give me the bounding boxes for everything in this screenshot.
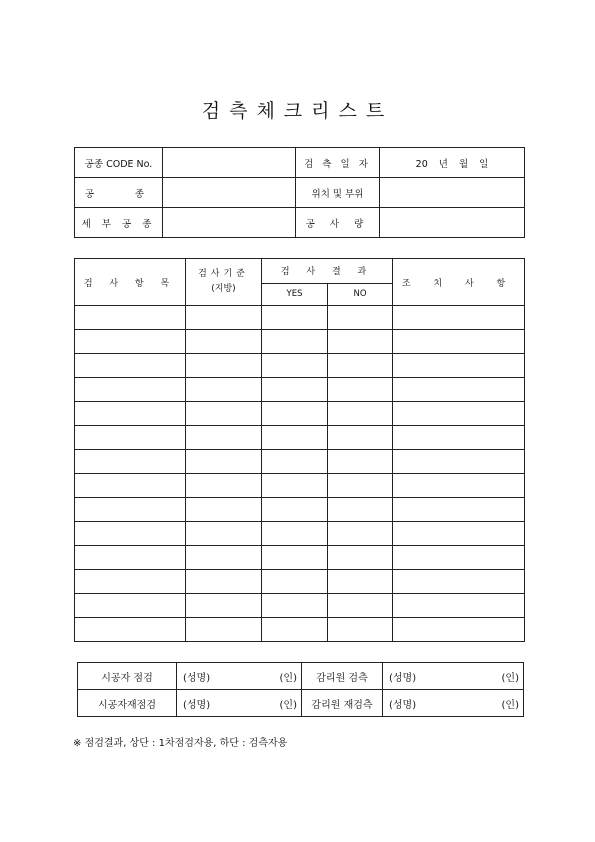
checklist-row — [75, 570, 525, 594]
checklist-row — [75, 474, 525, 498]
action-cell[interactable] — [393, 618, 525, 642]
work-code-label: 공종 CODE No. — [75, 148, 163, 178]
header-inspection-result: 검 사 결 과 — [262, 259, 393, 284]
item-cell[interactable] — [75, 306, 186, 330]
contractor-check-sign[interactable] — [177, 663, 302, 690]
item-cell[interactable] — [75, 546, 186, 570]
location-label: 위치 및 부위 — [296, 178, 380, 208]
checklist-row — [75, 618, 525, 642]
yes-cell[interactable] — [262, 522, 328, 546]
criteria-cell[interactable] — [186, 498, 262, 522]
action-cell[interactable] — [393, 498, 525, 522]
no-cell[interactable] — [328, 330, 393, 354]
action-cell[interactable] — [393, 426, 525, 450]
checklist-table — [74, 258, 525, 642]
yes-cell[interactable] — [262, 594, 328, 618]
supervisor-reinspection-sign[interactable] — [383, 690, 524, 717]
item-cell[interactable] — [75, 354, 186, 378]
seal-label: (인) — [279, 699, 297, 711]
yes-cell[interactable] — [262, 618, 328, 642]
inspection-date-value[interactable]: 20 년 월 일 — [380, 148, 525, 178]
name-label: (성명) — [389, 699, 417, 711]
yes-cell[interactable] — [262, 546, 328, 570]
yes-cell[interactable] — [262, 306, 328, 330]
criteria-cell[interactable] — [186, 402, 262, 426]
yes-cell[interactable] — [262, 330, 328, 354]
item-cell[interactable] — [75, 426, 186, 450]
yes-cell[interactable] — [262, 498, 328, 522]
item-cell[interactable] — [75, 378, 186, 402]
action-cell[interactable] — [393, 330, 525, 354]
no-cell[interactable] — [328, 450, 393, 474]
header-action: 조 치 사 항 — [393, 259, 525, 306]
header-yes: YES — [262, 283, 328, 305]
no-cell[interactable] — [328, 570, 393, 594]
detail-work-type-value[interactable] — [163, 208, 296, 238]
item-cell[interactable] — [75, 498, 186, 522]
supervisor-inspection-sign[interactable] — [383, 663, 524, 690]
no-cell[interactable] — [328, 474, 393, 498]
signature-table — [77, 662, 524, 717]
info-table — [74, 147, 525, 238]
criteria-cell[interactable] — [186, 546, 262, 570]
seal-label: (인) — [501, 672, 519, 684]
item-cell[interactable] — [75, 594, 186, 618]
checklist-row — [75, 402, 525, 426]
header-criteria-sub: (지방) — [211, 284, 236, 294]
work-type-label: 공 종 — [75, 178, 163, 208]
action-cell[interactable] — [393, 474, 525, 498]
checklist-row — [75, 426, 525, 450]
action-cell[interactable] — [393, 570, 525, 594]
checklist-body — [75, 306, 525, 642]
criteria-cell[interactable] — [186, 570, 262, 594]
no-cell[interactable] — [328, 402, 393, 426]
no-cell[interactable] — [328, 594, 393, 618]
checklist-row — [75, 450, 525, 474]
action-cell[interactable] — [393, 306, 525, 330]
criteria-cell[interactable] — [186, 450, 262, 474]
checklist-row — [75, 498, 525, 522]
quantity-value[interactable] — [380, 208, 525, 238]
seal-label: (인) — [501, 699, 519, 711]
supervisor-reinspection-label: 감리원 재검측 — [302, 690, 383, 717]
header-row — [75, 259, 525, 284]
supervisor-inspection-label: 감리원 검측 — [302, 663, 383, 690]
contractor-recheck-sign[interactable] — [177, 690, 302, 717]
item-cell[interactable] — [75, 618, 186, 642]
no-cell[interactable] — [328, 426, 393, 450]
location-value[interactable] — [380, 178, 525, 208]
checklist-row — [75, 546, 525, 570]
checklist-row — [75, 378, 525, 402]
action-cell[interactable] — [393, 546, 525, 570]
footnote: ※ 점검결과, 상단 : 1차점검자용, 하단 : 검측자용 — [73, 738, 288, 749]
no-cell[interactable] — [328, 306, 393, 330]
no-cell[interactable] — [328, 498, 393, 522]
yes-cell[interactable] — [262, 474, 328, 498]
no-cell[interactable] — [328, 378, 393, 402]
item-cell[interactable] — [75, 402, 186, 426]
item-cell[interactable] — [75, 474, 186, 498]
contractor-recheck-label: 시공자재점검 — [78, 690, 177, 717]
info-row — [75, 208, 525, 238]
no-cell[interactable] — [328, 618, 393, 642]
yes-cell[interactable] — [262, 354, 328, 378]
criteria-cell[interactable] — [186, 306, 262, 330]
action-cell[interactable] — [393, 378, 525, 402]
criteria-cell[interactable] — [186, 426, 262, 450]
item-cell[interactable] — [75, 522, 186, 546]
yes-cell[interactable] — [262, 450, 328, 474]
action-cell[interactable] — [393, 402, 525, 426]
document-title: 검측체크리스트 — [201, 100, 394, 122]
action-cell[interactable] — [393, 354, 525, 378]
criteria-cell[interactable] — [186, 474, 262, 498]
work-type-value[interactable] — [163, 178, 296, 208]
criteria-cell[interactable] — [186, 378, 262, 402]
info-row — [75, 178, 525, 208]
contractor-check-label: 시공자 점검 — [78, 663, 177, 690]
checklist-row — [75, 354, 525, 378]
header-criteria — [186, 259, 262, 306]
yes-cell[interactable] — [262, 426, 328, 450]
info-row — [75, 148, 525, 178]
signature-row — [78, 690, 524, 717]
header-inspection-item: 검 사 항 목 — [75, 259, 186, 306]
checklist-row — [75, 330, 525, 354]
criteria-cell[interactable] — [186, 330, 262, 354]
checklist-row — [75, 594, 525, 618]
name-label: (성명) — [183, 672, 211, 684]
inspection-date-label: 검 측 일 자 — [296, 148, 380, 178]
yes-cell[interactable] — [262, 378, 328, 402]
work-code-value[interactable] — [163, 148, 296, 178]
header-criteria-main: 검사기준 — [198, 269, 249, 279]
header-no: NO — [328, 283, 393, 305]
quantity-label: 공 사 량 — [296, 208, 380, 238]
detail-work-type-label: 세 부 공 종 — [75, 208, 163, 238]
seal-label: (인) — [279, 672, 297, 684]
item-cell[interactable] — [75, 570, 186, 594]
yes-cell[interactable] — [262, 570, 328, 594]
criteria-cell[interactable] — [186, 354, 262, 378]
name-label: (성명) — [183, 699, 211, 711]
action-cell[interactable] — [393, 594, 525, 618]
yes-cell[interactable] — [262, 402, 328, 426]
no-cell[interactable] — [328, 354, 393, 378]
checklist-row — [75, 522, 525, 546]
no-cell[interactable] — [328, 546, 393, 570]
criteria-cell[interactable] — [186, 594, 262, 618]
name-label: (성명) — [389, 672, 417, 684]
item-cell[interactable] — [75, 330, 186, 354]
no-cell[interactable] — [328, 522, 393, 546]
action-cell[interactable] — [393, 522, 525, 546]
checklist-row — [75, 306, 525, 330]
action-cell[interactable] — [393, 450, 525, 474]
signature-row — [78, 663, 524, 690]
criteria-cell[interactable] — [186, 522, 262, 546]
item-cell[interactable] — [75, 450, 186, 474]
criteria-cell[interactable] — [186, 618, 262, 642]
